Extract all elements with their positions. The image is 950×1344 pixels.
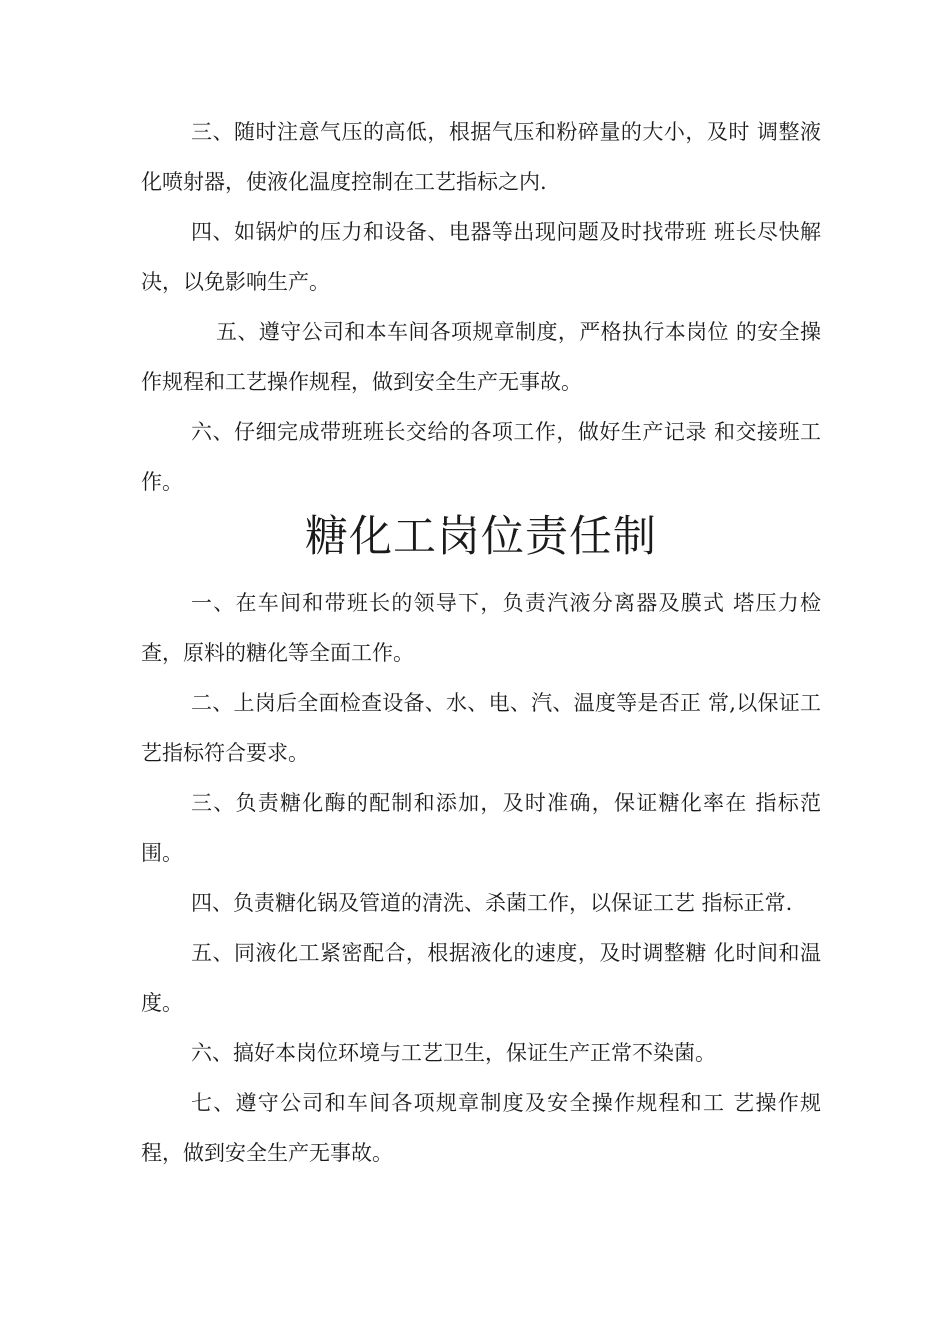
paragraph-3: 三、随时注意气压的高低，根据气压和粉碎量的大小，及时 调整液化喷射器，使液化温度控制在工艺指标之内.	[141, 120, 821, 194]
clause-3: 三、负责糖化酶的配制和添加，及时准确，保证糖化率在 指标范围。	[141, 791, 821, 865]
paragraph-4: 四、如锅炉的压力和设备、电器等出现问题及时找带班 班长尽快解决，以免影响生产。	[141, 220, 821, 294]
clause-4: 四、负责糖化锅及管道的清洗、杀菌工作，以保证工艺 指标正常.	[191, 891, 793, 915]
previous-section-body	[141, 107, 821, 507]
clause-5: 五、同液化工紧密配合，根据液化的速度，及时调整糖 化时间和温度。	[141, 941, 821, 1015]
clause-1: 一、在车间和带班长的领导下，负责汽液分离器及膜式 塔压力检查，原料的糖化等全面工作。	[141, 591, 821, 665]
title-wrapper	[141, 512, 821, 562]
paragraph-5: 五、遵守公司和本车间各项规章制度，严格执行本岗位 的安全操作规程和工艺操作规程，做到安全生产无事故。	[141, 320, 821, 394]
section-title: 糖化工岗位责任制	[305, 512, 657, 562]
section-body	[141, 578, 821, 1178]
clause-7: 七、遵守公司和车间各项规章制度及安全操作规程和工 艺操作规程，做到安全生产无事故。	[141, 1091, 821, 1165]
paragraph-6: 六、仔细完成带班班长交给的各项工作，做好生产记录 和交接班工作。	[141, 420, 821, 494]
clause-6: 六、搞好本岗位环境与工艺卫生，保证生产正常不染菌。	[191, 1041, 716, 1065]
clause-2: 二、上岗后全面检查设备、水、电、汽、温度等是否正 常,以保证工艺指标符合要求。	[141, 691, 821, 765]
